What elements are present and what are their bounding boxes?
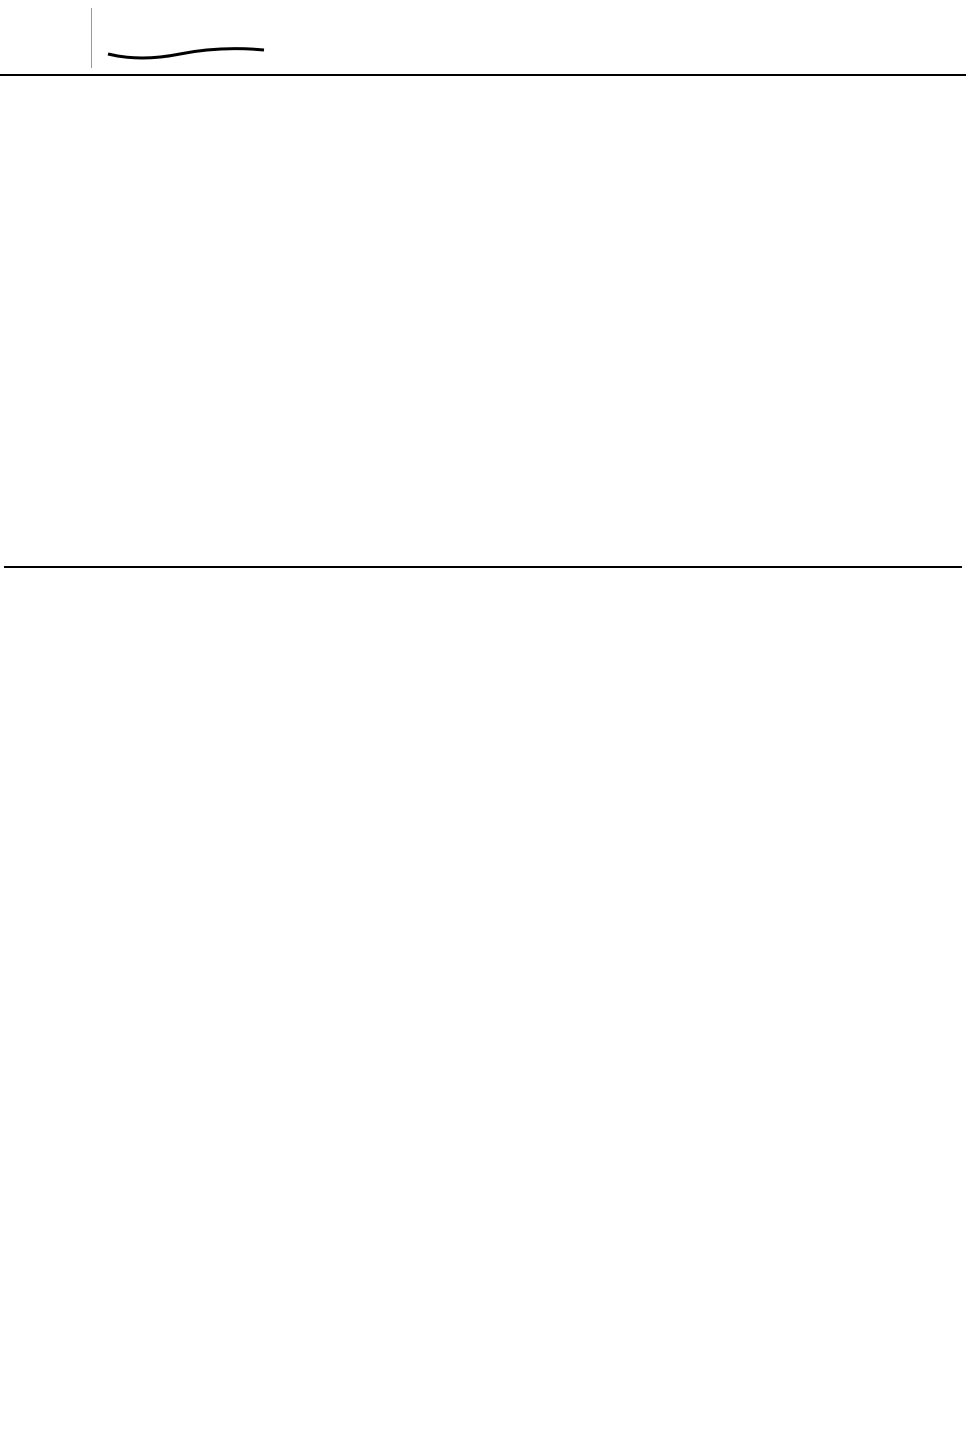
top-classifieds (4, 80, 962, 560)
legal-notices (4, 572, 962, 1436)
risalat-logo (100, 4, 272, 70)
issue-block (6, 8, 92, 68)
page-header (0, 0, 966, 76)
section-divider (4, 566, 962, 568)
